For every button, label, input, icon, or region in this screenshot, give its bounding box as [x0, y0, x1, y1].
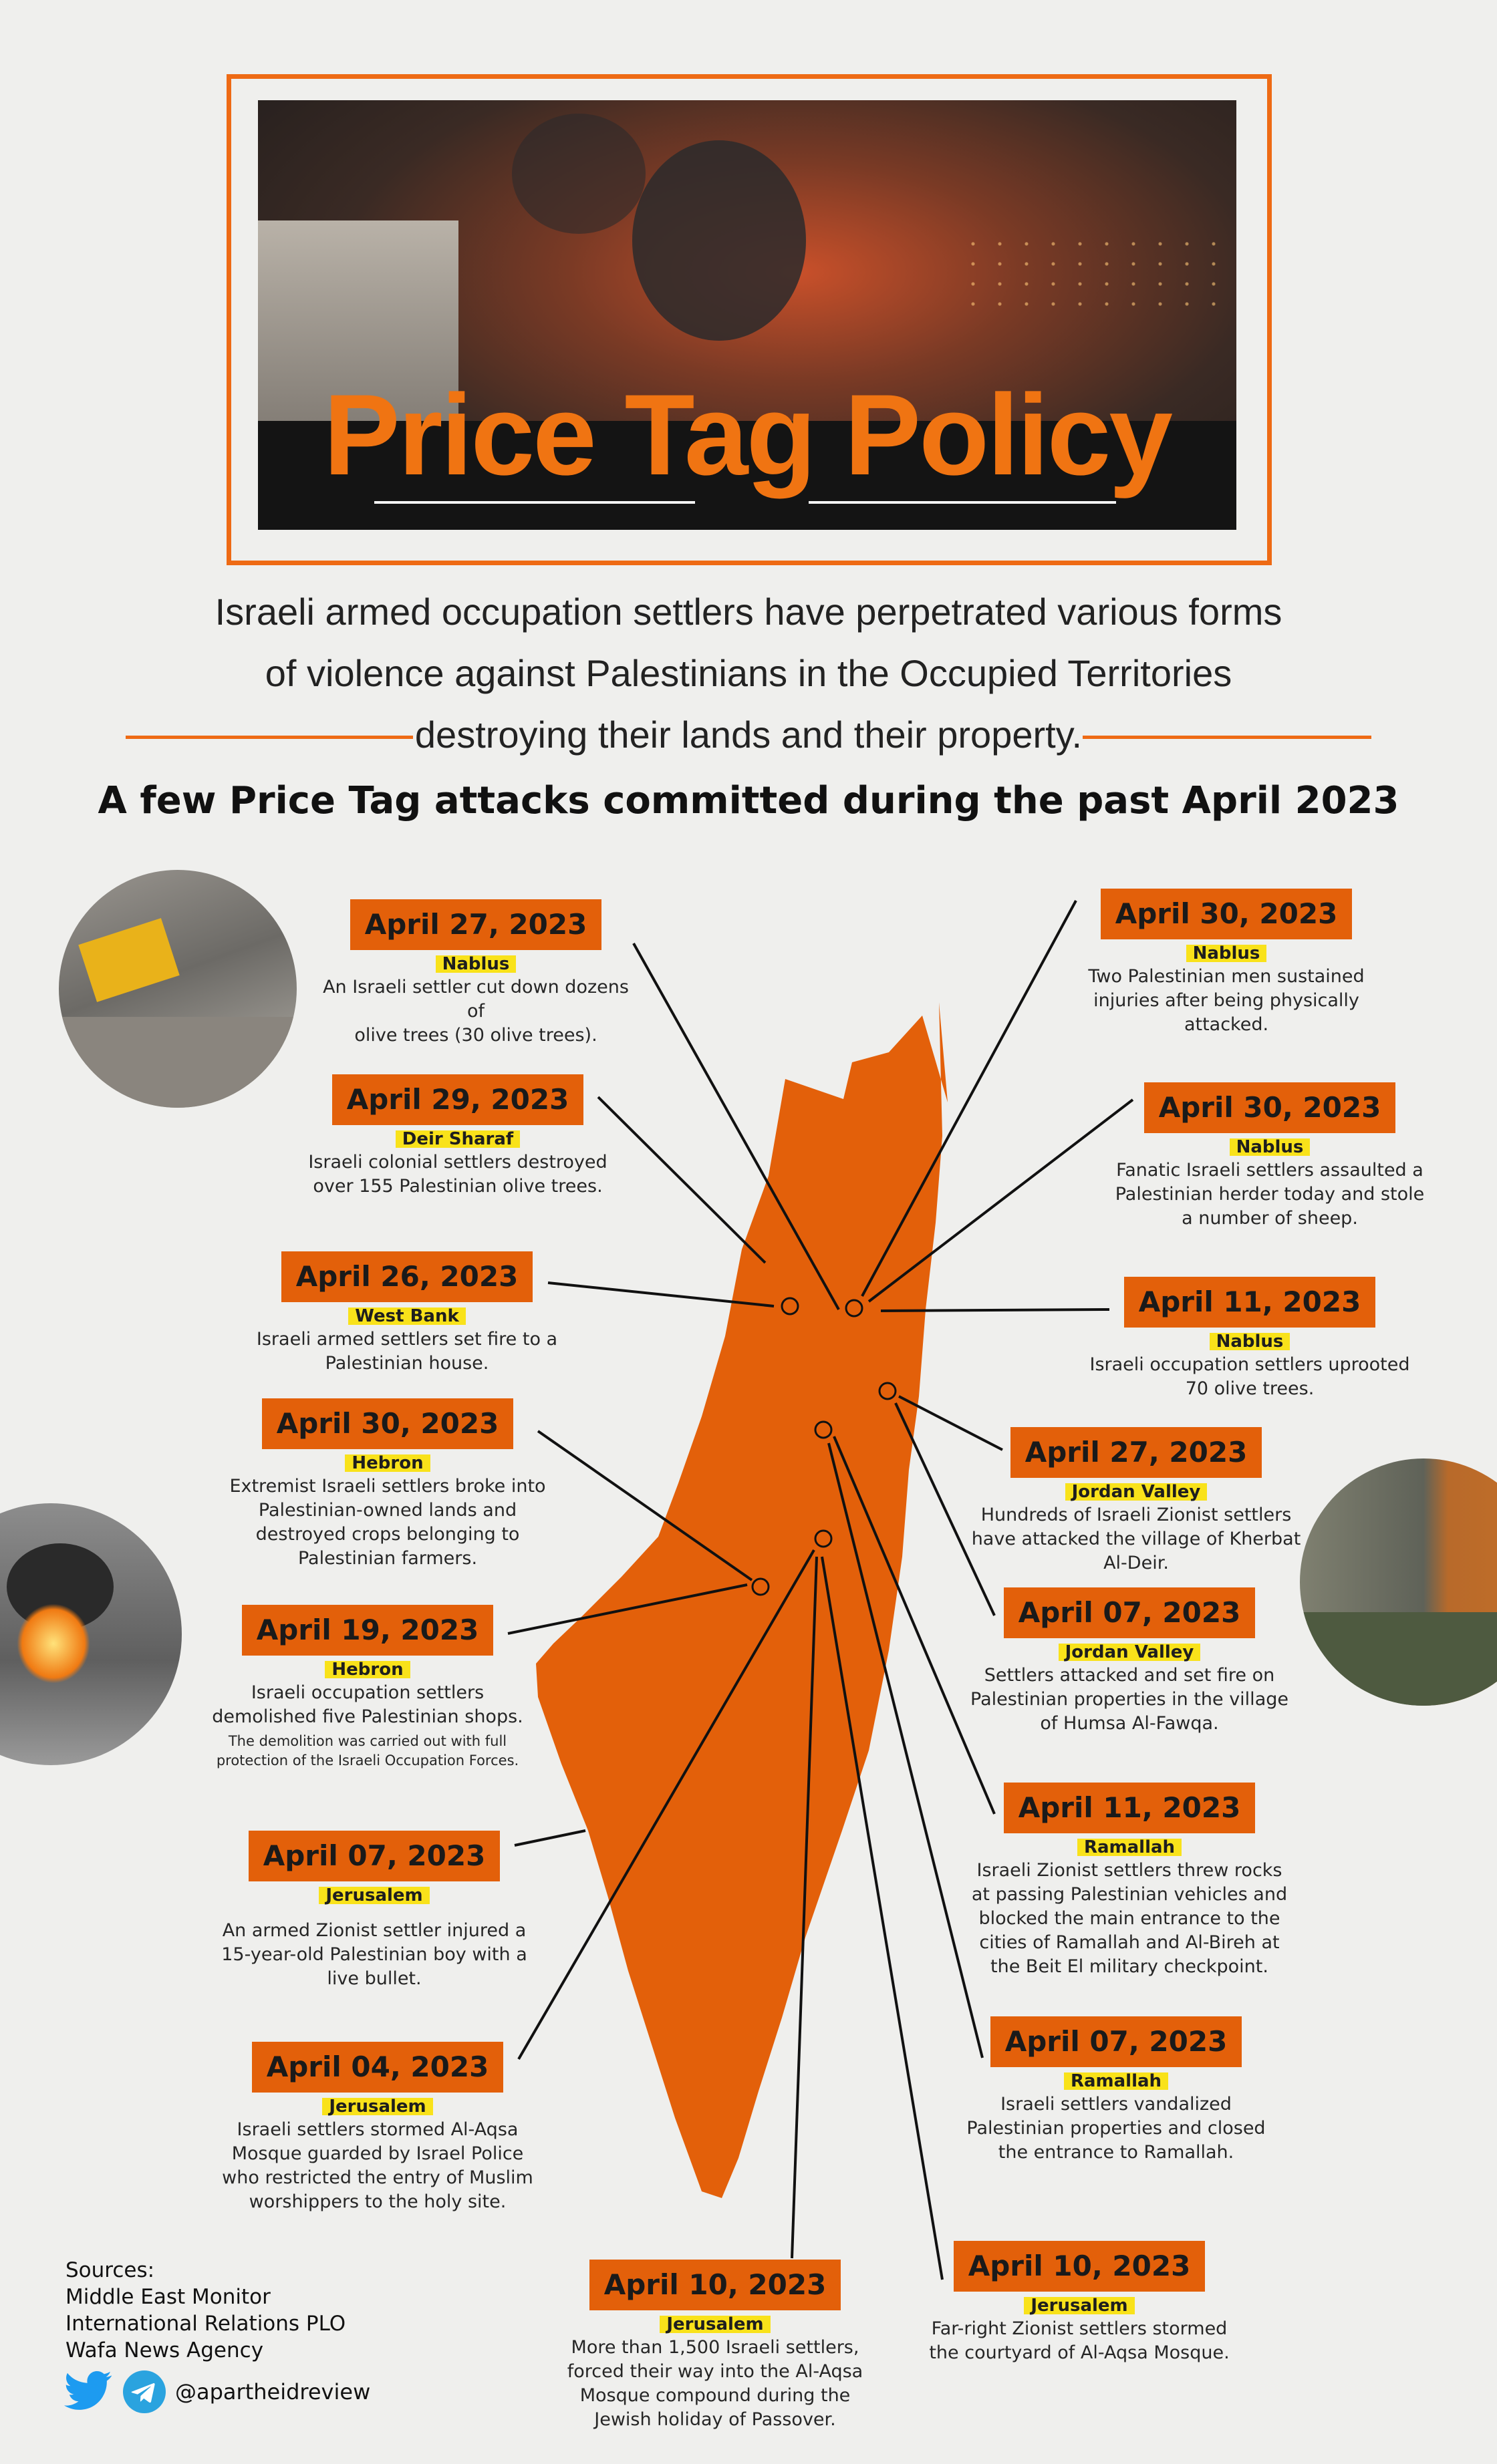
event-date: April 30, 2023: [1144, 1082, 1396, 1133]
event-location: Deir Sharaf: [396, 1130, 520, 1148]
event-date: April 27, 2023: [1010, 1427, 1262, 1478]
event-date: April 07, 2023: [990, 2016, 1242, 2067]
source-item: International Relations PLO: [65, 2312, 346, 2336]
event-date: April 30, 2023: [262, 1398, 514, 1449]
event-card: [1083, 1277, 1417, 1401]
event-card: [949, 2016, 1283, 2165]
event-date: April 26, 2023: [281, 1251, 533, 1302]
event-card: [207, 1831, 541, 1991]
twitter-icon[interactable]: [63, 2370, 114, 2413]
event-description: Settlers attacked and set fire on Palestinian properties in the village of Humsa Al-Fawqa.: [970, 1665, 1288, 1734]
sources-list: [65, 2257, 346, 2364]
event-location: Jordan Valley: [1059, 1644, 1201, 1661]
event-description: Hundreds of Israeli Zionist settlers have attacked the village of Kherbat Al-Deir.: [971, 1505, 1301, 1573]
event-date: April 19, 2023: [242, 1605, 494, 1656]
fire-image: [17, 1603, 90, 1684]
event-location: Jerusalem: [660, 2316, 770, 2333]
rubble-image: [59, 1017, 297, 1108]
social-links: [63, 2370, 370, 2413]
event-location: Nablus: [436, 955, 517, 973]
event-card: [555, 2260, 875, 2432]
event-date: April 04, 2023: [252, 2042, 504, 2093]
event-card: [194, 1605, 541, 1770]
event-date: April 27, 2023: [350, 899, 602, 950]
event-description: Fanatic Israeli settlers assaulted a Palestinian herder today and stole a number of sheep.: [1115, 1160, 1425, 1229]
event-date: April 11, 2023: [1004, 1783, 1256, 1833]
event-location: Jerusalem: [1024, 2297, 1134, 2314]
event-description: Israeli occupation settlers demolished five Palestinian shops.: [212, 1682, 523, 1727]
event-card: [962, 1587, 1297, 1736]
event-description: Israeli Zionist settlers threw rocks at passing Palestinian vehicles and blocked the main entrance to the cities of Ramallah and Al-Bireh at the Beit El military checkpoint.: [971, 1860, 1288, 1977]
source-item: Wafa News Agency: [65, 2338, 264, 2362]
excavator-image: [78, 918, 179, 1002]
section-heading: A few Price Tag attacks committed during the past April 2023: [98, 779, 1399, 822]
field-image: [1300, 1612, 1497, 1706]
event-date: April 30, 2023: [1101, 889, 1353, 939]
source-item: Middle East Monitor: [65, 2285, 271, 2309]
intro-line: of violence against Palestinians in the Occupied Territories: [265, 652, 1232, 694]
telegram-icon[interactable]: [123, 2370, 166, 2413]
event-card: [922, 2241, 1236, 2365]
event-location: Jerusalem: [322, 2098, 432, 2115]
social-handle[interactable]: @apartheidreview: [175, 2379, 371, 2405]
event-card: [1103, 1082, 1437, 1231]
bulldozer-photo: [59, 870, 297, 1108]
event-card: [238, 1251, 576, 1376]
event-description: Extremist Israeli settlers broke into Palestinian-owned lands and destroyed crops belonging to Palestinian farmers.: [229, 1476, 546, 1569]
event-location: Ramallah: [1064, 2072, 1168, 2090]
event-card: [962, 1783, 1297, 1979]
event-location: Nablus: [1186, 945, 1267, 962]
event-description: Israeli settlers vandalized Palestinian properties and closed the entrance to Ramallah.: [966, 2094, 1266, 2163]
event-location: Nablus: [1210, 1333, 1290, 1350]
page-title: Price Tag Policy: [323, 371, 1172, 499]
event-location: Jordan Valley: [1065, 1483, 1208, 1501]
event-location: West Bank: [348, 1307, 466, 1325]
event-card: [294, 1074, 622, 1199]
event-card: [314, 899, 638, 1048]
event-description: An armed Zionist settler injured a 15-year-old Palestinian boy with a live bullet.: [221, 1920, 527, 1989]
event-card: [969, 1427, 1303, 1575]
event-location: Jerusalem: [319, 1887, 429, 1904]
event-note: The demolition was carried out with full protection of the Israeli Occupation Forces.: [216, 1733, 519, 1768]
event-card: [1069, 889, 1383, 1037]
event-location: Ramallah: [1077, 1839, 1182, 1856]
event-description: An Israeli settler cut down dozens of olive trees (30 olive trees).: [323, 977, 629, 1046]
event-date: April 10, 2023: [954, 2241, 1206, 2292]
event-location: Hebron: [325, 1661, 410, 1678]
event-date: April 10, 2023: [589, 2260, 841, 2310]
event-card: [214, 1398, 561, 1571]
event-card: [200, 2042, 555, 2214]
event-date: April 07, 2023: [1004, 1587, 1256, 1638]
sources-label: Sources:: [65, 2258, 155, 2282]
event-description: Israeli settlers stormed Al-Aqsa Mosque guarded by Israel Police who restricted the entry of Muslim worshippers to the holy site.: [222, 2119, 533, 2212]
event-description: Two Palestinian men sustained injuries after being physically attacked.: [1088, 966, 1365, 1035]
event-description: Israeli colonial settlers destroyed over 155 Palestinian olive trees.: [308, 1152, 607, 1197]
event-date: April 07, 2023: [249, 1831, 501, 1881]
event-description: Israeli occupation settlers uprooted 70 olive trees.: [1089, 1354, 1410, 1399]
intro-line: destroying their lands and their property.: [414, 714, 1083, 756]
event-description: More than 1,500 Israeli settlers, forced their way into the Al-Aqsa Mosque compound during the Jewish holiday of Passover.: [567, 2337, 863, 2430]
event-description: Israeli armed settlers set fire to a Palestinian house.: [256, 1329, 558, 1374]
event-date: April 29, 2023: [332, 1074, 584, 1125]
event-location: Nablus: [1230, 1138, 1311, 1156]
event-location: Hebron: [345, 1454, 430, 1472]
intro-line: Israeli armed occupation settlers have perpetrated various forms: [215, 591, 1282, 633]
event-date: April 11, 2023: [1124, 1277, 1376, 1328]
event-description: Far-right Zionist settlers stormed the courtyard of Al-Aqsa Mosque.: [929, 2318, 1230, 2363]
